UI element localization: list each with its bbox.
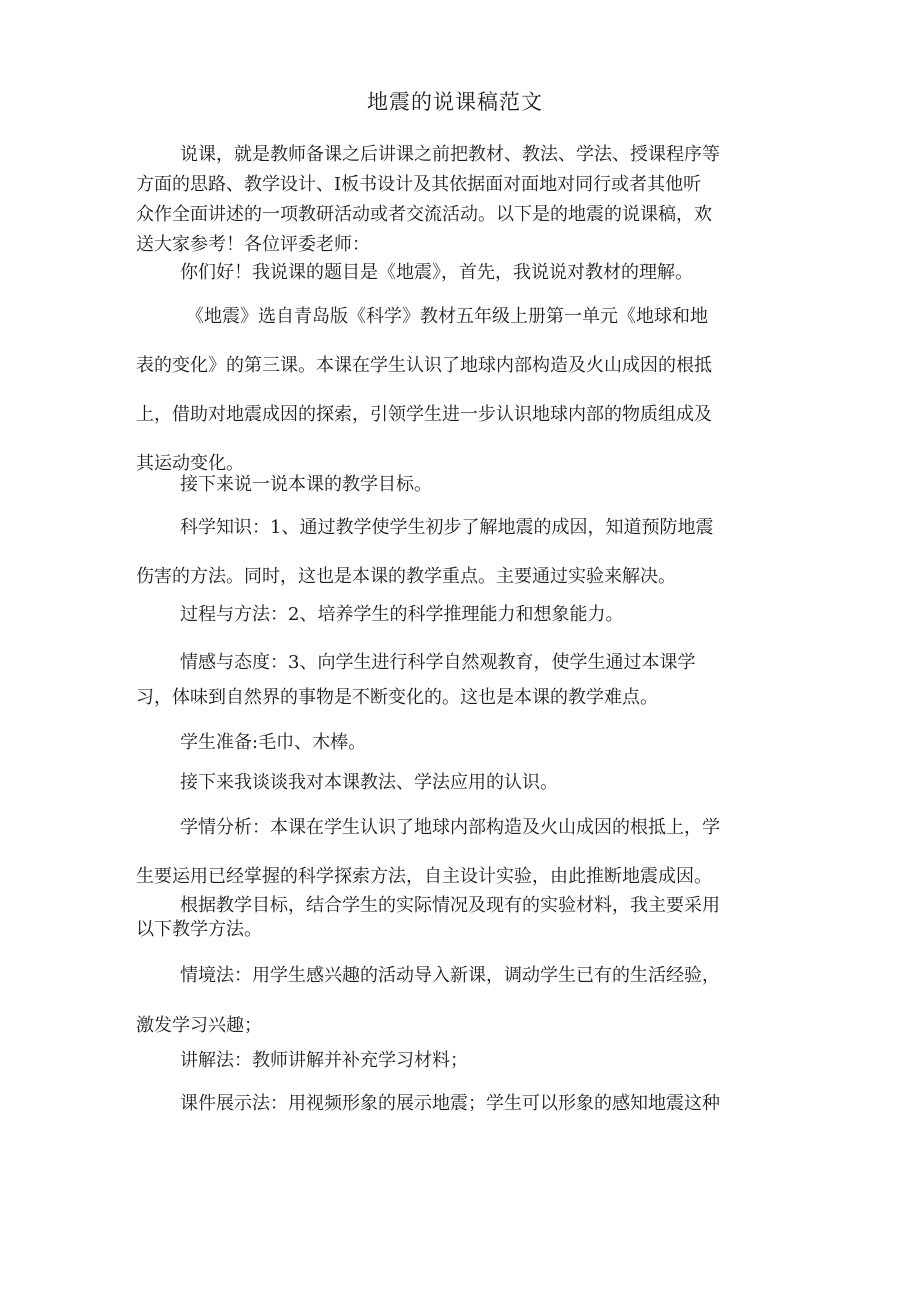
paragraph-textbook xyxy=(136,292,786,488)
text-line: 送大家参考！各位评委老师： xyxy=(136,234,370,255)
text-line: 学情分析：本课在学生认识了地球内部构造及火山成因的根抵上，学 xyxy=(180,817,720,838)
text-line: 根据教学目标，结合学生的实际情况及现有的实验材料，我主要采用 xyxy=(180,895,720,916)
text-line: 上，借助对地震成因的探索，引领学生进一步认识地球内部的物质组成及 xyxy=(136,404,712,425)
paragraph-situation xyxy=(136,951,786,1051)
text-line: 激发学习兴趣； xyxy=(136,1015,262,1036)
paragraph-intro xyxy=(136,140,786,260)
text-line: 方面的思路、教学设计、I板书设计及其依据面对面地对同行或者其他听 xyxy=(136,174,702,195)
text-line: 其运动变化。 xyxy=(136,453,244,474)
text-line: 接下来我谈谈我对本课教法、学法应用的认识。 xyxy=(180,772,558,793)
text-line: 众作全面讲述的一项教研活动或者交流活动。以下是的地震的说课稿，欢 xyxy=(136,204,712,225)
text-line: 课件展示法：用视频形象的展示地震；学生可以形象的感知地震这种 xyxy=(180,1093,720,1114)
text-line: 生要运用已经掌握的科学探索方法，自主设计实验，由此推断地震成因。 xyxy=(136,866,712,887)
text-line: 习，体味到自然界的事物是不断变化的。这也是本课的教学难点。 xyxy=(136,687,658,708)
paragraph-greeting xyxy=(136,258,830,288)
paragraph-prep xyxy=(136,728,830,758)
paragraph-methods xyxy=(136,894,786,942)
text-line: 情境法：用学生感兴趣的活动导入新课，调动学生已有的生活经验， xyxy=(180,965,720,986)
paragraph-process xyxy=(136,600,830,630)
paragraph-analysis xyxy=(136,803,786,901)
document-title: 地震的说课稿范文 xyxy=(367,90,543,114)
text-line: 讲解法：教师讲解并补充学习材料； xyxy=(180,1050,468,1071)
text-line: 科学知识：1、通过教学使学生初步了解地震的成因，知道预防地震 xyxy=(180,517,714,538)
paragraph-knowledge xyxy=(136,503,786,601)
text-line: 过程与方法：2、培养学生的科学推理能力和想象能力。 xyxy=(180,604,624,625)
paragraph-courseware xyxy=(136,1089,830,1119)
paragraph-goals-intro xyxy=(136,470,830,500)
text-line: 表的变化》的第三课。本课在学生认识了地球内部构造及火山成因的根抵 xyxy=(136,355,712,376)
text-line: 情感与态度：3、向学生进行科学自然观教育，使学生通过本课学 xyxy=(180,652,696,673)
text-line: 学生准备:毛巾、木棒。 xyxy=(180,732,367,753)
text-line: 接下来说一说本课的教学目标。 xyxy=(180,474,432,495)
text-line: 以下教学方法。 xyxy=(136,919,262,940)
paragraph-methods-intro xyxy=(136,768,830,798)
text-line: 伤害的方法。同时，这也是本课的教学重点。主要通过实验来解决。 xyxy=(136,566,676,587)
text-line: 你们好！我说课的题目是《地震》，首先，我说说对教材的理解。 xyxy=(180,262,693,283)
text-line: 《地震》选自青岛版《科学》教材五年级上册第一单元《地球和地 xyxy=(186,306,708,327)
paragraph-emotion xyxy=(136,643,786,713)
paragraph-explain xyxy=(136,1046,830,1076)
text-line: 说课，就是教师备课之后讲课之前把教材、教法、学法、授课程序等 xyxy=(180,144,720,165)
